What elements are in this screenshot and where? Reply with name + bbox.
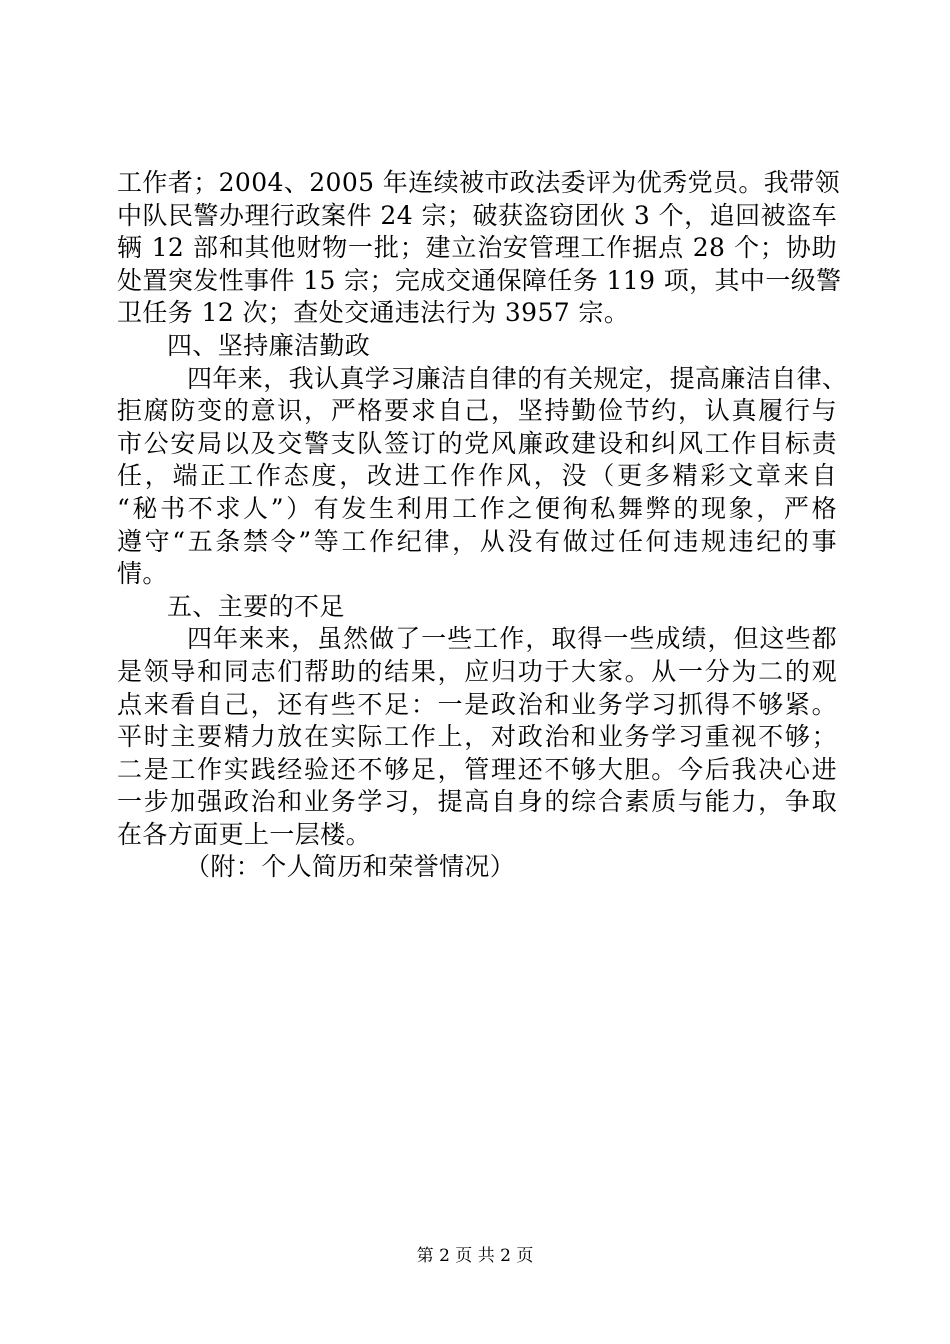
- text-line: 中队民警办理行政案件 24 宗；破获盗窃团伙 3 个，追回被盗车: [117, 200, 837, 230]
- text-line: “秘书不求人”）有发生利用工作之便徇私舞弊的现象，严格: [117, 493, 837, 523]
- appendix-note: （附：个人简历和荣誉情况）: [185, 852, 516, 882]
- text-line: 平时主要精力放在实际工作上，对政治和业务学习重视不够；: [117, 722, 837, 752]
- page-footer: [0, 1245, 950, 1267]
- text-line: 遵守“五条禁令”等工作纪律，从没有做过任何违规违纪的事: [117, 526, 837, 556]
- text-line: 任，端正工作态度，改进工作作风，没（更多精彩文章来自: [117, 461, 837, 491]
- text-line: 辆 12 部和其他财物一批；建立治安管理工作据点 28 个；协助: [117, 233, 837, 263]
- text-line: 点来看自己，还有些不足：一是政治和业务学习抓得不够紧。: [117, 689, 837, 719]
- text-line: 在各方面更上一层楼。: [117, 819, 372, 849]
- text-line: 处置突发性事件 15 宗；完成交通保障任务 119 项，其中一级警: [117, 265, 842, 295]
- text-line: 工作者；2004、2005 年连续被市政法委评为优秀党员。我带领: [117, 168, 840, 197]
- paragraph-first-line: 四年来来，虽然做了一些工作，取得一些成绩，但这些都: [187, 624, 837, 654]
- page-number-label: 第 2 页 共 2 页: [416, 1246, 534, 1266]
- text-line: 市公安局以及交警支队签订的党风廉政建设和纠风工作目标责: [117, 428, 837, 458]
- document-body: [117, 167, 848, 884]
- text-line: 是领导和同志们帮助的结果，应归功于大家。从一分为二的观: [117, 656, 837, 686]
- text-line: 二是工作实践经验还不够足，管理还不够大胆。今后我决心进: [117, 754, 837, 784]
- section-heading: 四、坚持廉洁勤政: [167, 330, 371, 360]
- text-line: 一步加强政治和业务学习，提高自身的综合素质与能力，争取: [117, 787, 837, 817]
- text-line: 卫任务 12 次；查处交通违法行为 3957 宗。: [117, 298, 630, 328]
- section-heading: 五、主要的不足: [167, 591, 345, 621]
- text-line: 情。: [117, 559, 168, 589]
- text-line: 拒腐防变的意识，严格要求自己，坚持勤俭节约，认真履行与: [117, 396, 837, 426]
- paragraph-first-line: 四年来，我认真学习廉洁自律的有关规定，提高廉洁自律、: [187, 363, 848, 393]
